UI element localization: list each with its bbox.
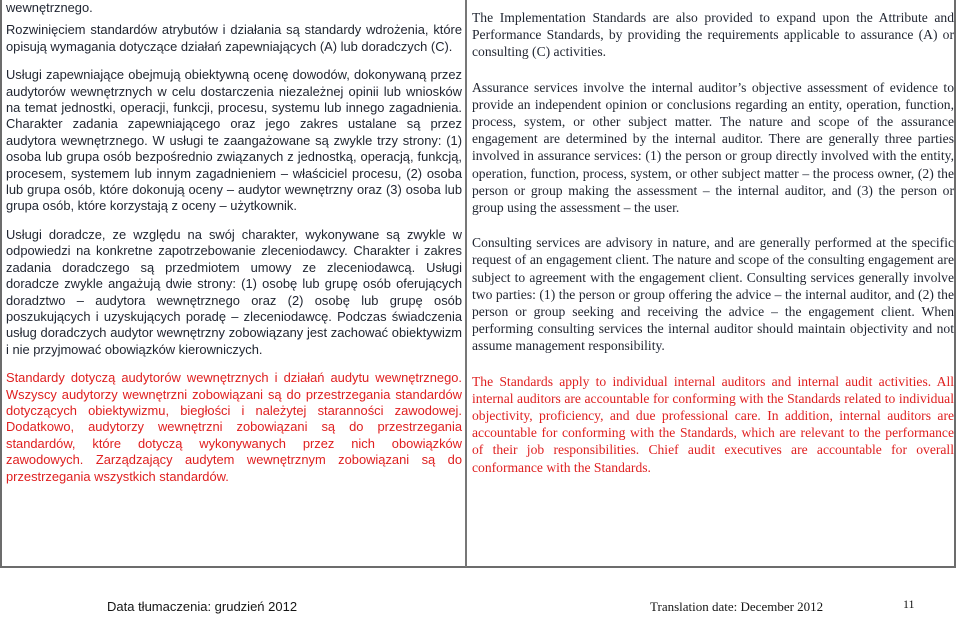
spacer <box>6 358 462 370</box>
polish-paragraph-3: Usługi doradcze, ze względu na swój charakter, wykonywane są zwykle w odpowiedzi na konkretne zapotrzebowanie zleceniodawcy. Charakter i zakres zadania doradczego są przedmiotem umowy ze zleceniodawcą. Usługi doradcze zwykle angażują dwie strony: (1) osobę lub grupę osób oferujących doradztwo – audytora wewnętrznego oraz (2) osobę lub grupę osób poszukujących i uzyskujących poradę – zleceniodawcę. Podczas świadczenia usług doradczych audytor wewnętrzny zobowiązany jest zachować obiektywizm i nie przyjmować obowiązków kierowniczych. <box>6 226 462 357</box>
polish-top-fragment: wewnętrznego. <box>6 0 93 15</box>
polish-column <box>6 0 462 485</box>
column-divider <box>465 0 467 567</box>
spacer <box>6 55 462 67</box>
page-number: 11 <box>903 597 915 611</box>
footer-translation-date-en: Translation date: December 2012 <box>650 599 824 614</box>
polish-paragraph-2a: Usługi zapewniające obejmują obiektywną ocenę dowodów, dokonywaną przez audytorów wewnętrznych w celu dostarczenia niezależnej opinii lub wniosków na temat jednostki, operacji, funkcji, procesu, systemu lub innego zagadnienia. Charakter zadania zapewniającego oraz jego zakres ustalane są przez audytora wewnętrznego. <box>6 67 462 148</box>
spacer <box>472 216 954 234</box>
polish-paragraph-2 <box>6 67 462 215</box>
english-column <box>472 9 954 476</box>
polish-paragraph-4-red: Standardy dotyczą audytorów wewnętrznych i działań audytu wewnętrznego. Wszyscy audytorzy wewnętrzni zobowiązani są do przestrzegania standardów dotyczących obiektywizmu, biegłości i należytej staranności zawodowej. Dodatkowo, audytorzy wewnętrzni zobowiązani są do przestrzegania standardów, które dotyczą wykonywanych przez nich obowiązków zawodowych. Zarządzający audytem wewnętrznym zobowiązani są do przestrzegania wszystkich standardów. <box>6 370 462 484</box>
page-footer <box>0 599 960 617</box>
spacer <box>6 215 462 227</box>
footer-translation-date-pl: Data tłumaczenia: grudzień 2012 <box>107 599 298 614</box>
polish-paragraph-1: Rozwinięciem standardów atrybutów i działania są standardy wdrożenia, które opisują wymagania dotyczące działań zapewniających (A) lub doradczych (C). <box>6 22 462 54</box>
spacer <box>472 61 954 79</box>
english-paragraph-4-red: The Standards apply to individual internal auditors and internal audit activities. All internal auditors are accountable for conforming with the Standards related to individual objectivity, proficiency, and due professional care. In addition, internal auditors are accountable for conforming with the Standards, which are relevant to the performance of their job responsibilities. Chief audit executives are accountable for overall conformance with the Standards. <box>472 373 954 475</box>
english-paragraph-2: Assurance services involve the internal auditor’s objective assessment of evidence to provide an independent opinion or conclusions regarding an entity, operation, function, process, system, or other subject matter. The nature and scope of the assurance engagement are determined by the internal auditor. There are generally three parties involved in assurance services: (1) the person or group directly involved with the entity, operation, function, process, system, or other subject matter – the process owner, (2) the person or group making the assessment – the internal auditor, and (3) the person or group using the assessment – the user. <box>472 79 954 216</box>
english-paragraph-1: The Implementation Standards are also provided to expand upon the Attribute and Performance Standards, by providing the requirements applicable to assurance (A) or consulting (C) activities. <box>472 10 954 60</box>
english-paragraph-3: Consulting services are advisory in nature, and are generally performed at the specific request of an engagement client. The nature and scope of the consulting engagement are subject to agreement with the engagement client. Consulting services generally involve two parties: (1) the person or group offering the advice – the internal auditor, and (2) the person or group seeking and receiving the advice – the engagement client. When performing consulting services the internal auditor should maintain objectivity and not assume management responsibility. <box>472 235 954 354</box>
spacer <box>472 355 954 373</box>
polish-paragraph-2b: W usługi te zaangażowane są zwykle trzy strony: (1) osoba lub grupa osób bezpośrednio związanych z jednostką, operacją, funkcją, procesem, systemem lub innym zagadnieniem – właściciel procesu, (2) osoba lub grupa osób, które dokonują oceny – audytor wewnętrzny oraz (3) osoba lub grupa osób, które korzystają z oceny – użytkownik. <box>6 132 462 214</box>
